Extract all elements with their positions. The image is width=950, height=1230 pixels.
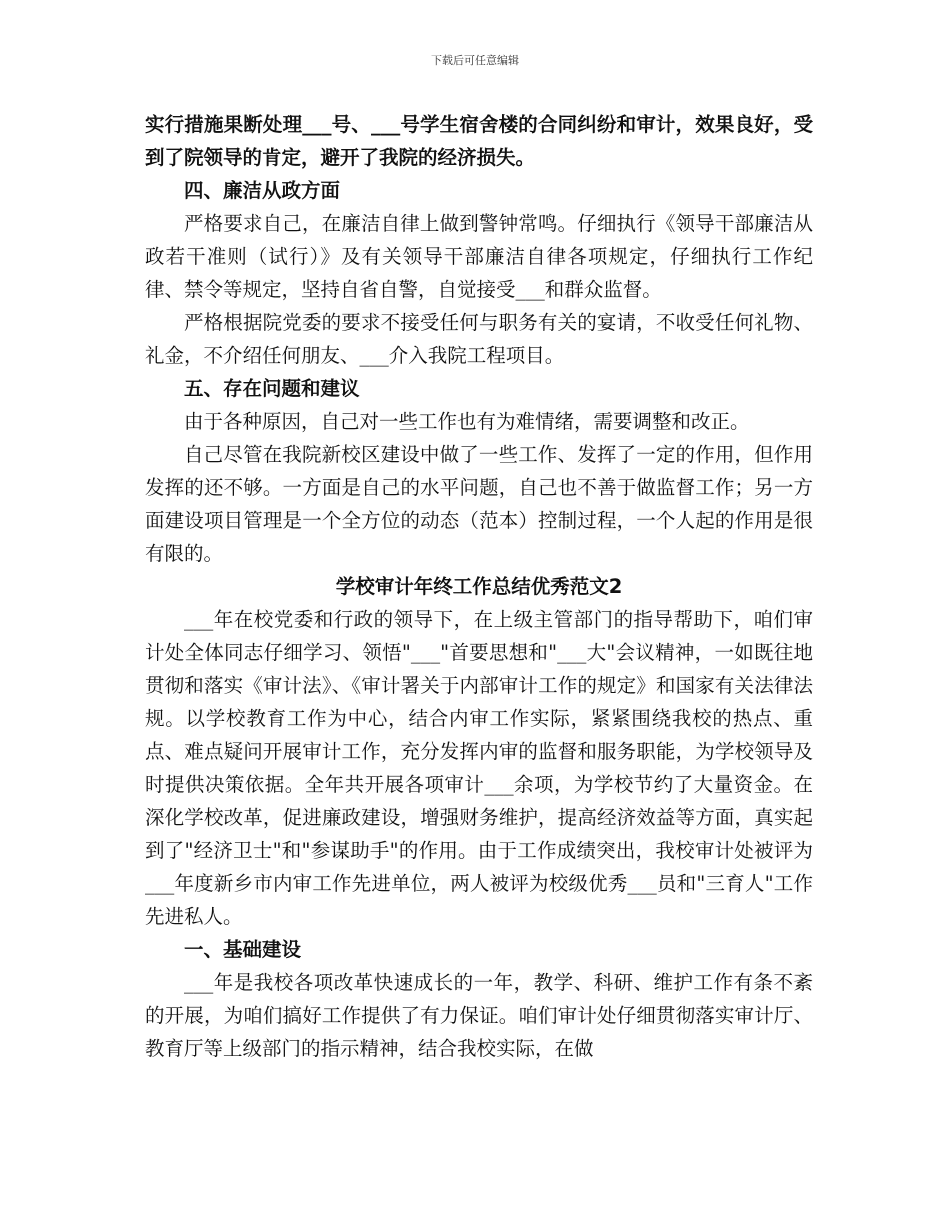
section-heading-basic-construction: 一、基础建设 (184, 938, 302, 961)
paragraph-problems-1: 由于各种原因，自己对一些工作也有为难情绪，需要调整和改正。 (184, 410, 750, 433)
paragraph-basic-construction: ___年是我校各项改革快速成长的一年，教学、科研、维护工作有条不紊的开展，为咱们搞好工作提供了有力保证。咱们审计处仔细贯彻落实审计厅、教育厅等上级部门的指示精神，结合我校实际，在做 (145, 971, 813, 1060)
paragraph-problems-2: 自己尽管在我院新校区建设中做了一些工作、发挥了一定的作用，但作用发挥的还不够。一方面是自己的水平问题，自己也不善于做监督工作；另一方面建设项目管理是一个全方位的动态（范本）控制过程，一个人起的作用是很有限的。 (145, 443, 813, 565)
paragraph-integrity-2: 严格根据院党委的要求不接受任何与职务有关的宴请，不收受任何礼物、礼金，不介绍任何朋友、___介入我院工程项目。 (145, 311, 813, 367)
section-heading-integrity: 四、廉洁从政方面 (184, 179, 341, 202)
section-heading-problems: 五、存在问题和建议 (184, 377, 360, 400)
document-title-2: 学校审计年终工作总结优秀范文2 (335, 575, 623, 598)
page-header: 下载后可任意编辑 (431, 54, 519, 67)
paragraph-integrity-1: 严格要求自己，在廉洁自律上做到警钟常鸣。仔细执行《领导干部廉洁从政若干准则（试行）》及有关领导干部廉洁自律各项规定，仔细执行工作纪律、禁令等规定，坚持自省自警，自觉接受___和群众监督。 (145, 212, 813, 301)
paragraph-summary: ___年在校党委和行政的领导下，在上级主管部门的指导帮助下，咱们审计处全体同志仔细学习、领悟"___"首要思想和"___大"会议精神，一如既往地贯彻和落实《审计法》、《审计署关于内部审计工作的规定》和国家有关法律法规。以学校教育工作为中心，结合内审工作实际，紧紧围绕我校的热点、重点、难点疑问开展审计工作，充分发挥内审的监督和服务职能，为学校领导及时提供决策依据。全年共开展各项审计___余项，为学校节约了大量资金。在深化学校改革，促进廉政建设，增强财务维护，提高经济效益等方面，真实起到了"经济卫士"和"参谋助手"的作用。由于工作成绩突出，我校审计处被评为___年度新乡市内审工作先进单位，两人被评为校级优秀___员和"三育人"工作先进私人。 (145, 608, 813, 928)
paragraph-intro: 实行措施果断处理___号、___号学生宿舍楼的合同纠纷和审计，效果良好，受到了院领导的肯定，避开了我院的经济损失。 (145, 113, 813, 169)
document-body (145, 108, 813, 1065)
